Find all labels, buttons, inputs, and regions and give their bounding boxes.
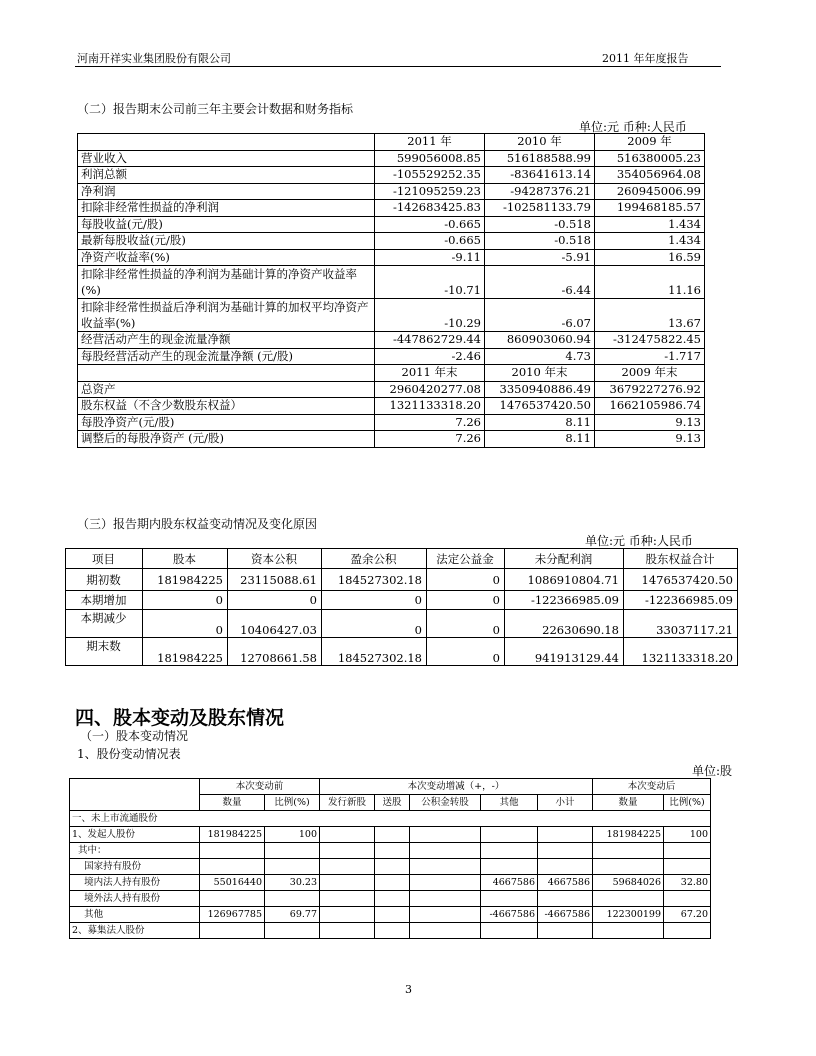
table-row: 境外法人持有股份 [70,891,711,907]
table-row: 股东权益（不含少数股东权益） 1321133318.20 1476537420.50 1662105986.74 [78,398,705,415]
table-row: 每股收益(元/股) -0.665 -0.518 1.434 [78,216,705,233]
table-row: 2011 年末 2010 年末 2009 年末 [78,365,705,382]
section-heading-4: 四、股本变动及股东情况 [75,707,285,729]
subsection-title: （一）股本变动情况 [80,729,189,743]
table-row: 最新每股收益(元/股) -0.665 -0.518 1.434 [78,233,705,250]
table-header-row: 本次变动前 本次变动增减（+，-） 本次变动后 [70,779,711,795]
header-report: 2011 年年度报告 [602,52,689,65]
table-row: 营业收入 599056008.85 516188588.99 516380005.23 [78,150,705,167]
table-row: 净资产收益率(%) -9.11 -5.91 16.59 [78,249,705,266]
table-row: 一、未上市流通股份 [70,811,711,827]
table-row: 调整后的每股净资产 (元/股) 7.26 8.11 9.13 [78,431,705,448]
unit-label-2: 单位:元 币种:人民币 [579,120,687,134]
header-divider [75,66,721,67]
table-row: 境内法人持有股份 55016440 30.23 4667586 4667586 59684026 32.80 [70,875,711,891]
table-row: 期末数 181984225 12708661.58 184527302.18 0 941913129.44 1321133318.20 [66,638,738,666]
table-row: 1、发起人股份 181984225 100 181984225 100 [70,827,711,843]
table-row: 本期增加 0 0 0 0 -122366985.09 -122366985.09 [66,591,738,610]
unit-label-3: 单位:元 币种:人民币 [585,534,693,548]
financial-indicators-table [77,133,705,448]
table-row: 期初数 181984225 23115088.61 184527302.18 0 1086910804.71 1476537420.50 [66,569,738,591]
table-row: 扣除非经常性损益后净利润为基础计算的加权平均净资产收益率(%) -10.29 -6.07 13.67 [78,299,705,332]
table-row: 国家持有股份 [70,859,711,875]
table-row: 2、募集法人股份 [70,923,711,939]
table-row: 扣除非经常性损益的净利润 -142683425.83 -102581133.79 199468185.57 [78,200,705,217]
equity-change-table [65,548,738,666]
unit-label-4: 单位:股 [692,764,733,778]
share-change-table [69,778,711,939]
table-row: 总资产 2960420277.08 3350940886.49 3679227276.92 [78,381,705,398]
section-title-2: （二）报告期末公司前三年主要会计数据和财务指标 [77,102,354,116]
header-company: 河南开祥实业集团股份有限公司 [77,52,231,65]
section-title-3: （三）报告期内股东权益变动情况及变化原因 [77,517,318,531]
table-row: 其他 126967785 69.77 -4667586 -4667586 122300199 67.20 [70,907,711,923]
table-row: 其中： [70,843,711,859]
table-row: 本期减少 0 10406427.03 0 0 22630690.18 33037117.21 [66,610,738,638]
table-row: 扣除非经常性损益的净利润为基础计算的净资产收益率(%) -10.71 -6.44 11.16 [78,266,705,299]
table-row: 利润总额 -105529252.35 -83641613.14 354056964.08 [78,167,705,184]
table-row: 每股经营活动产生的现金流量净额 (元/股) -2.46 4.73 -1.717 [78,348,705,365]
table-row: 2011 年 2010 年 2009 年 [78,134,705,151]
table-row: 净利润 -121095259.23 -94287376.21 260945006.99 [78,183,705,200]
table-header-row: 项目 股本 资本公积 盈余公积 法定公益金 未分配利润 股东权益合计 [66,549,738,569]
page-number: 3 [405,983,412,996]
table-header-row: 数量 比例(%) 发行新股 送股 公积金转股 其他 小计 数量 比例(%) [70,795,711,811]
table-row: 每股净资产(元/股) 7.26 8.11 9.13 [78,414,705,431]
table-row: 经营活动产生的现金流量净额 -447862729.44 860903060.94 -312475822.45 [78,332,705,349]
table-caption: 1、股份变动情况表 [77,747,181,761]
